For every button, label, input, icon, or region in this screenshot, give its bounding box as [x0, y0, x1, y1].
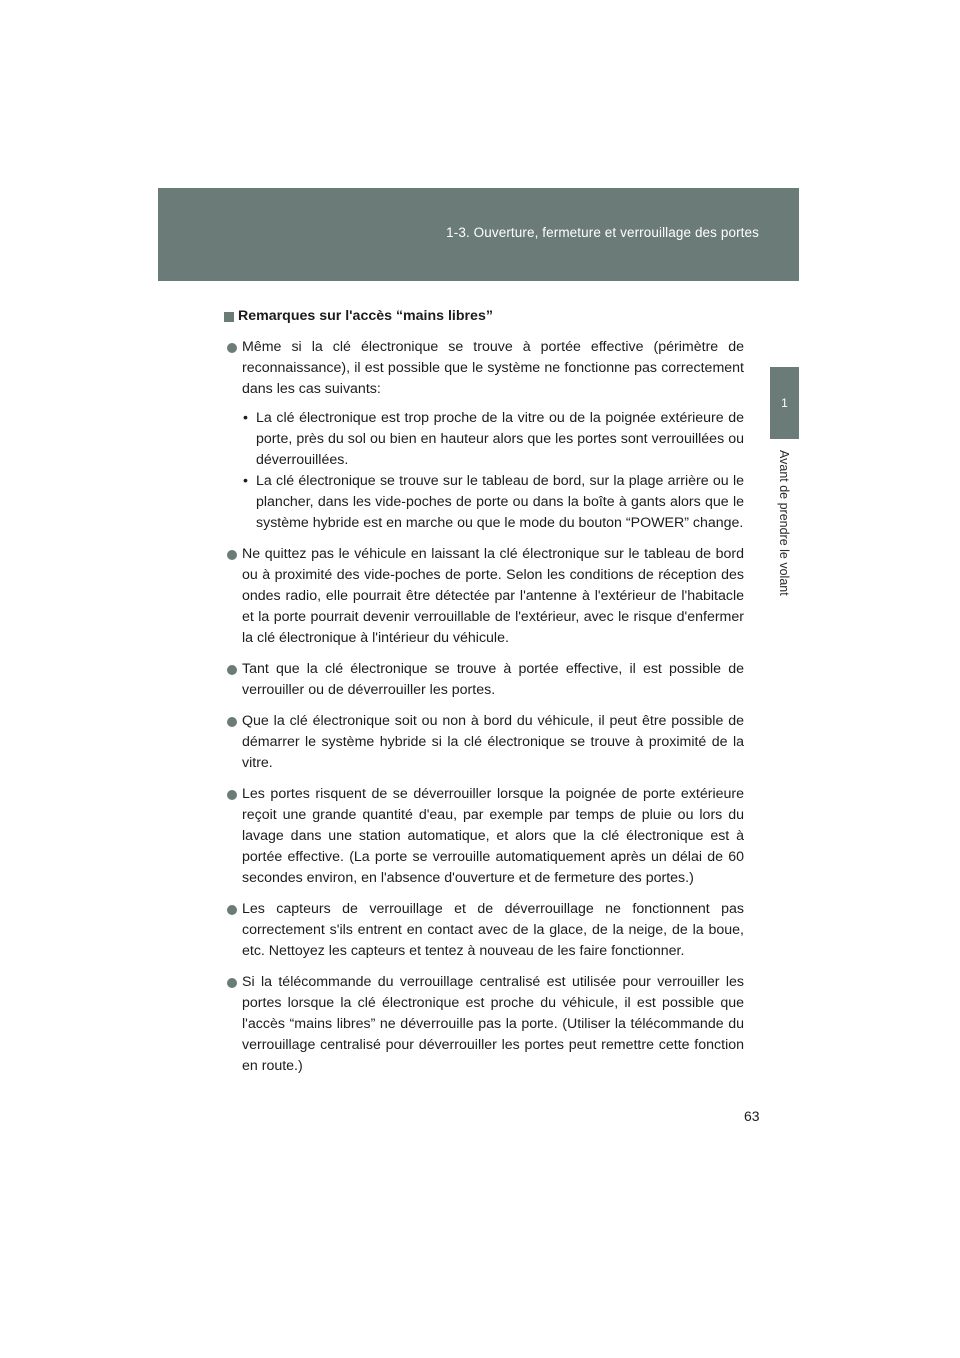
- circle-bullet-icon: [227, 550, 237, 560]
- sub-list-item-text: La clé électronique se trouve sur le tableau de bord, sur la plage arrière ou le plancher, dans les vide-poches de porte ou dans la boîte à gants alors que le système hybride est en marche ou que le mode du bouton “POWER” change.: [256, 473, 744, 531]
- list-item: [224, 899, 744, 962]
- circle-bullet-icon: [227, 978, 237, 988]
- main-content: [224, 306, 744, 1087]
- list-item: [224, 972, 744, 1077]
- circle-bullet-icon: [227, 343, 237, 353]
- list-item-text: Les portes risquent de se déverrouiller lorsque la poignée de porte extérieure reçoit une grande quantité d'eau, par exemple par temps de pluie ou lors du lavage dans une station automatique, et alors que la clé électronique est à portée effective. (La porte se verrouille automatiquement après un délai de 60 secondes environ, en l'absence d'ouverture et de fermeture des portes.): [242, 786, 744, 886]
- sub-list-item: [242, 408, 744, 471]
- circle-bullet-icon: [227, 905, 237, 915]
- sub-list-item: [242, 471, 744, 534]
- list-item: [224, 711, 744, 774]
- small-dot-icon: •: [243, 473, 248, 489]
- list-item-text: Ne quittez pas le véhicule en laissant la clé électronique sur le tableau de bord ou à proximité des vide-poches de porte. Selon les conditions de réception des ondes radio, elle pourrait être détectée par l'antenne à l'extérieur de l'habitacle et la porte pourrait devenir verrouillable de l'extérieur, avec le risque d'enfermer la clé électronique à l'intérieur du véhicule.: [242, 546, 744, 646]
- list-item-text: Même si la clé électronique se trouve à portée effective (périmètre de reconnaissance), il est possible que le système ne fonctionne pas correctement dans les cas suivants:: [242, 339, 744, 397]
- section-heading-text: Remarques sur l'accès “mains libres”: [238, 308, 493, 324]
- list-item: [224, 337, 744, 534]
- page-number: 63: [744, 1108, 760, 1124]
- list-item-text: Tant que la clé électronique se trouve à portée effective, il est possible de verrouiller ou de déverrouiller les portes.: [242, 661, 744, 698]
- circle-bullet-icon: [227, 790, 237, 800]
- sub-list: [242, 408, 744, 534]
- header-band: [158, 188, 799, 281]
- list-item: [224, 544, 744, 649]
- circle-bullet-icon: [227, 717, 237, 727]
- chapter-tab: [770, 367, 799, 439]
- chapter-title-vertical: [769, 450, 799, 630]
- section-header-title: 1-3. Ouverture, fermeture et verrouillage des portes: [446, 225, 759, 240]
- list-item: [224, 659, 744, 701]
- chapter-number: 1: [781, 396, 788, 410]
- square-bullet-icon: [224, 312, 234, 322]
- section-heading: [224, 306, 744, 327]
- list-item-text: Si la télécommande du verrouillage centralisé est utilisée pour verrouiller les portes lorsque la clé électronique est proche du véhicule, il est possible que l'accès “mains libres” ne déverrouille pas la porte. (Utiliser la télécommande du verrouillage centralisé pour déverrouiller les portes peut remettre cette fonction en route.): [242, 974, 744, 1074]
- small-dot-icon: •: [243, 410, 248, 426]
- list-item-text: Que la clé électronique soit ou non à bord du véhicule, il peut être possible de démarrer le système hybride si la clé électronique se trouve à proximité de la vitre.: [242, 713, 744, 771]
- circle-bullet-icon: [227, 665, 237, 675]
- list-item: [224, 784, 744, 889]
- chapter-title: Avant de prendre le volant: [777, 450, 791, 596]
- sub-list-item-text: La clé électronique est trop proche de la vitre ou de la poignée extérieure de porte, près du sol ou bien en hauteur alors que les portes sont verrouillées ou déverrouillées.: [256, 410, 744, 468]
- list-item-text: Les capteurs de verrouillage et de déverrouillage ne fonctionnent pas correctement s'ils entrent en contact avec de la glace, de la neige, de la boue, etc. Nettoyez les capteurs et tentez à nouveau de les faire fonctionner.: [242, 901, 744, 959]
